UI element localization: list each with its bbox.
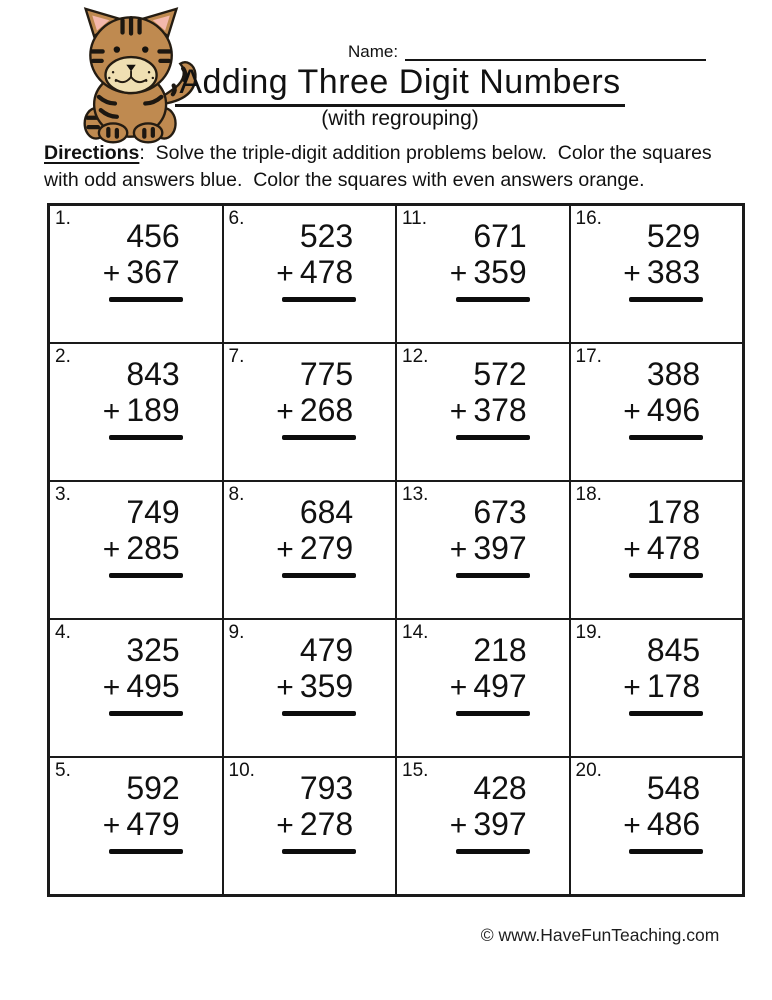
plus-sign: +: [102, 532, 121, 566]
bottom-addend: 178: [646, 667, 701, 704]
addition-problem: [623, 495, 703, 578]
answer-line: [282, 849, 356, 854]
answer-line: [456, 297, 530, 302]
addition-problem: [450, 771, 530, 854]
bottom-addend: 478: [299, 253, 354, 290]
bottom-addend: 496: [646, 391, 701, 428]
bottom-addend: 268: [299, 391, 354, 428]
problem-cell: [570, 619, 744, 757]
problem-number: 18.: [575, 484, 602, 505]
problem-number: 12.: [402, 346, 429, 367]
top-addend: 592: [126, 770, 180, 806]
answer-line: [629, 849, 703, 854]
plus-sign: +: [623, 394, 641, 428]
plus-sign: +: [449, 532, 468, 566]
plus-sign: +: [623, 256, 641, 290]
top-addend: 325: [126, 632, 180, 668]
bottom-addend: 279: [299, 529, 354, 566]
answer-line: [109, 573, 183, 578]
top-addend: 523: [299, 218, 354, 254]
problem-cell: [570, 481, 744, 619]
plus-sign: +: [623, 532, 641, 566]
problem-cell: [396, 205, 570, 343]
answer-line: [109, 435, 183, 440]
bottom-addend: 189: [126, 391, 180, 428]
problem-cell: [223, 757, 397, 895]
problem-number: 5.: [55, 760, 71, 781]
problem-number: 14.: [402, 622, 429, 643]
plus-sign: +: [449, 394, 468, 428]
plus-sign: +: [623, 670, 641, 704]
plus-sign: +: [276, 532, 294, 566]
plus-sign: +: [276, 394, 294, 428]
problem-number: 11.: [402, 208, 428, 229]
answer-line: [282, 711, 356, 716]
addition-problem: [450, 219, 530, 302]
plus-sign: +: [623, 808, 641, 842]
problem-number: 20.: [575, 760, 602, 781]
addition-problem: [276, 357, 356, 440]
plus-sign: +: [449, 670, 468, 704]
bottom-addend: 278: [299, 805, 354, 842]
problems-grid: [47, 203, 745, 897]
addition-problem: [450, 495, 530, 578]
answer-line: [282, 435, 356, 440]
top-addend: 456: [126, 218, 180, 254]
top-addend: 673: [473, 494, 527, 530]
problem-number: 10.: [228, 760, 255, 781]
problem-cell: [570, 757, 744, 895]
plus-sign: +: [102, 808, 121, 842]
top-addend: 428: [473, 770, 527, 806]
bottom-addend: 397: [473, 805, 527, 842]
problem-cell: [49, 619, 223, 757]
answer-line: [282, 297, 356, 302]
problem-number: 15.: [402, 760, 429, 781]
copyright-text: © www.HaveFunTeaching.com: [480, 925, 720, 945]
problem-number: 2.: [55, 346, 71, 367]
problem-number: 4.: [55, 622, 71, 643]
top-addend: 671: [473, 218, 527, 254]
top-addend: 178: [646, 494, 701, 530]
answer-line: [109, 297, 183, 302]
answer-line: [629, 573, 703, 578]
answer-line: [629, 711, 703, 716]
bottom-addend: 479: [126, 805, 180, 842]
addition-problem: [623, 219, 703, 302]
answer-line: [282, 573, 356, 578]
addition-problem: [103, 495, 183, 578]
problem-cell: [223, 205, 397, 343]
bottom-addend: 383: [646, 253, 701, 290]
problem-cell: [396, 343, 570, 481]
plus-sign: +: [102, 670, 121, 704]
problem-number: 7.: [228, 346, 245, 367]
answer-line: [109, 849, 183, 854]
plus-sign: +: [102, 394, 121, 428]
name-label: Name:: [348, 42, 399, 61]
answer-line: [456, 849, 530, 854]
problem-number: 9.: [228, 622, 245, 643]
addition-problem: [103, 219, 183, 302]
answer-line: [456, 435, 530, 440]
problem-number: 1.: [55, 208, 71, 229]
addition-problem: [276, 633, 356, 716]
bottom-addend: 497: [473, 667, 527, 704]
plus-sign: +: [276, 670, 294, 704]
directions-label: Directions: [44, 142, 140, 164]
top-addend: 793: [299, 770, 354, 806]
bottom-addend: 367: [126, 253, 180, 290]
addition-problem: [103, 633, 183, 716]
plus-sign: +: [449, 808, 468, 842]
page-title: Adding Three Digit Numbers: [175, 64, 624, 107]
answer-line: [109, 711, 183, 716]
top-addend: 572: [473, 356, 527, 392]
problem-cell: [396, 619, 570, 757]
plus-sign: +: [449, 256, 468, 290]
problem-number: 13.: [402, 484, 429, 505]
problem-number: 16.: [575, 208, 602, 229]
problem-cell: [223, 619, 397, 757]
bottom-addend: 359: [299, 667, 354, 704]
plus-sign: +: [276, 808, 294, 842]
bottom-addend: 478: [646, 529, 701, 566]
addition-problem: [623, 633, 703, 716]
problem-cell: [49, 481, 223, 619]
top-addend: 845: [646, 632, 701, 668]
problem-cell: [49, 205, 223, 343]
problem-cell: [49, 757, 223, 895]
bottom-addend: 397: [473, 529, 527, 566]
plus-sign: +: [102, 256, 121, 290]
bottom-addend: 486: [646, 805, 701, 842]
addition-problem: [103, 357, 183, 440]
bottom-addend: 495: [126, 667, 180, 704]
addition-problem: [103, 771, 183, 854]
problem-cell: [396, 757, 570, 895]
answer-line: [629, 435, 703, 440]
bottom-addend: 359: [473, 253, 527, 290]
bottom-addend: 378: [473, 391, 527, 428]
answer-line: [629, 297, 703, 302]
problem-number: 8.: [228, 484, 245, 505]
addition-problem: [276, 219, 356, 302]
problem-number: 17.: [575, 346, 602, 367]
addition-problem: [450, 633, 530, 716]
problem-number: 19.: [575, 622, 602, 643]
directions-body: : Solve the triple-digit addition problems below. Color the squares with odd answers blue. Color the squares with even answers orange.: [44, 142, 718, 191]
problem-number: 3.: [55, 484, 71, 505]
top-addend: 529: [646, 218, 701, 254]
problem-cell: [49, 343, 223, 481]
top-addend: 218: [473, 632, 527, 668]
answer-line: [456, 711, 530, 716]
top-addend: 775: [299, 356, 354, 392]
bottom-addend: 285: [126, 529, 180, 566]
problem-cell: [396, 481, 570, 619]
problem-number: 6.: [228, 208, 245, 229]
top-addend: 684: [299, 494, 354, 530]
addition-problem: [276, 495, 356, 578]
addition-problem: [623, 357, 703, 440]
name-field-row: [348, 42, 706, 63]
top-addend: 479: [299, 632, 354, 668]
problem-cell: [223, 481, 397, 619]
page-subtitle: (with regrouping): [321, 107, 479, 130]
directions-text: [44, 140, 744, 194]
answer-line: [456, 573, 530, 578]
problem-cell: [570, 343, 744, 481]
addition-problem: [276, 771, 356, 854]
addition-problem: [450, 357, 530, 440]
top-addend: 548: [646, 770, 701, 806]
top-addend: 843: [126, 356, 180, 392]
top-addend: 749: [126, 494, 180, 530]
addition-problem: [623, 771, 703, 854]
problem-cell: [223, 343, 397, 481]
problem-cell: [570, 205, 744, 343]
name-blank-line: [405, 59, 706, 61]
top-addend: 388: [646, 356, 701, 392]
plus-sign: +: [276, 256, 294, 290]
